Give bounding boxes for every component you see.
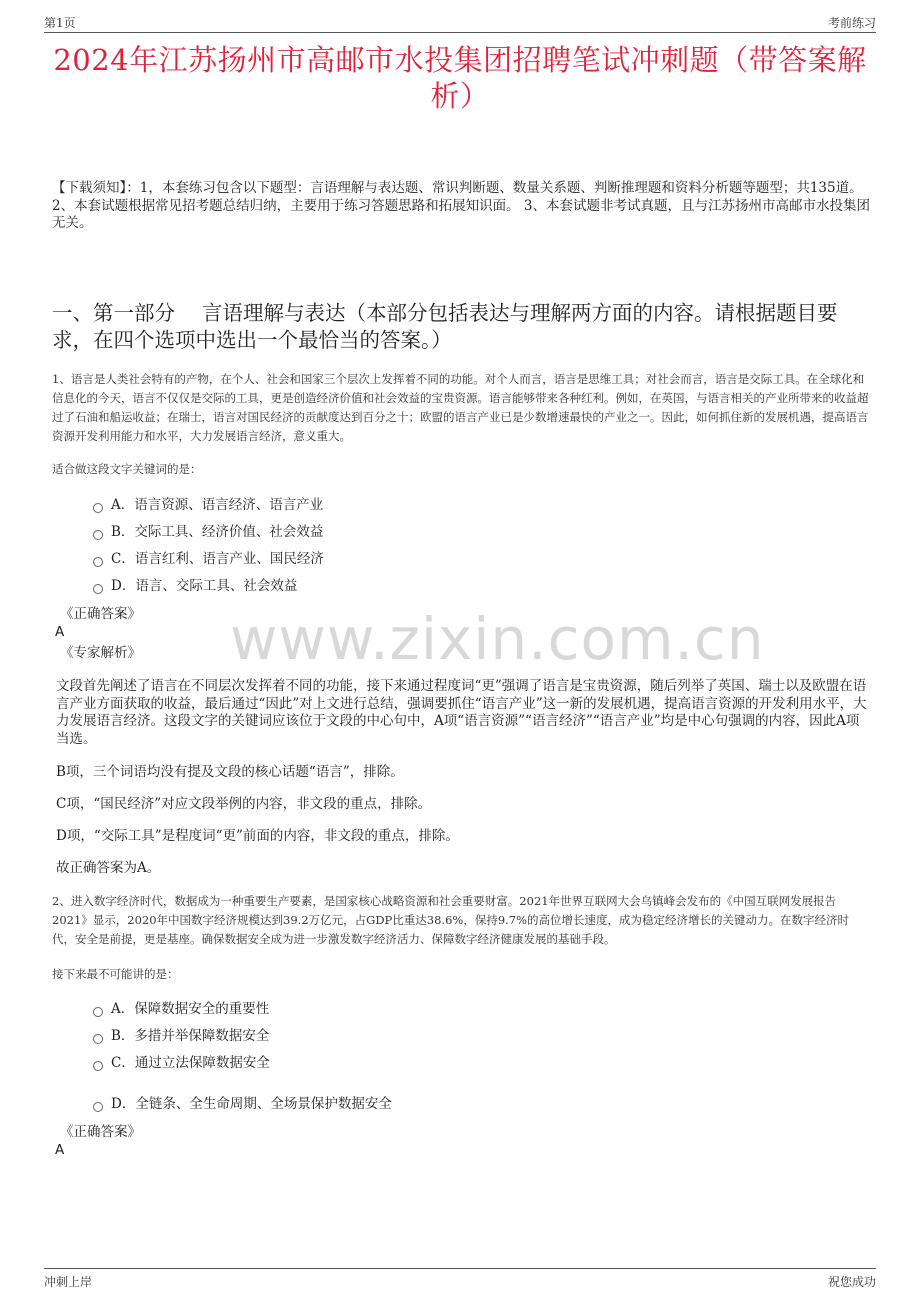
- question-1-analysis-paragraph: 文段首先阐述了语言在不同层次发挥着不同的功能，接下来通过程度词“更”强调了语言是宝贵资源，随后列举了英国、瑞士以及欧盟在语言产业方面获取的收益，最后通过“因此”对上文进行总结，强调要抓住“语言产业”这一新的发展机遇，提高语言资源的开发利用水平，大力发展语言经济。这段文字的关键词应该位于文段的中心句中，A项“语言资源”“语言经济”“语言产业”均是中心句强调的内容，因此A项当选。: [56, 678, 867, 747]
- question-1-conclusion: 故正确答案为A。: [56, 860, 161, 876]
- page-number: 第1页: [44, 16, 76, 30]
- radio-icon[interactable]: [93, 1102, 103, 1112]
- document-title: 2024年江苏扬州市高邮市水投集团招聘笔试冲刺题（带答案解析）: [53, 43, 867, 113]
- question-2-answer: A: [55, 1142, 65, 1158]
- question-1-option-d[interactable]: D．语言、交际工具、社会效益: [93, 576, 297, 596]
- question-1-text: 1、语言是人类社会特有的产物，在个人、社会和国家三个层次上发挥着不同的功能。对个人而言，语言是思维工具；对社会而言，语言是交际工具。在全球化和信息化的今天，语言不仅仅是交际的工具，更是创造经济价值和社会效益的宝贵资源。语言能够带来各种红利。例如，在英国，与语言相关的产业所带来的收益超过了石油和船运收益；在瑞士，语言对国民经济的贡献度达到百分之十；欧盟的语言产业已是少数增速最快的产业之一。因此，如何抓住新的发展机遇，提高语言资源开发利用能力和水平，大力发展语言经济，意义重大。: [52, 372, 869, 443]
- question-1-analysis-d: D项，“交际工具”是程度词“更”前面的内容，非文段的重点，排除。: [56, 828, 459, 844]
- question-1-analysis-label: 《专家解析》: [60, 645, 141, 661]
- question-1-answer-label: 《正确答案》: [60, 606, 141, 622]
- question-1-option-c[interactable]: C．语言红利、语言产业、国民经济: [93, 549, 324, 569]
- radio-icon[interactable]: [93, 1061, 103, 1071]
- question-1-option-b[interactable]: B．交际工具、经济价值、社会效益: [93, 522, 323, 542]
- question-2-option-a[interactable]: A．保障数据安全的重要性: [93, 999, 269, 1019]
- question-2-option-b[interactable]: B．多措并举保障数据安全: [93, 1026, 269, 1046]
- footer-right-text: 祝您成功: [827, 1275, 876, 1289]
- radio-icon[interactable]: [93, 557, 103, 567]
- question-2-option-d[interactable]: D．全链条、全生命周期、全场景保护数据安全: [93, 1094, 392, 1114]
- radio-icon[interactable]: [93, 503, 103, 513]
- question-2-prompt: 接下来最不可能讲的是：: [52, 967, 179, 981]
- watermark: www.zixin.com.cn: [230, 605, 765, 673]
- question-1-option-a[interactable]: A．语言资源、语言经济、语言产业: [93, 495, 323, 515]
- question-2-option-c[interactable]: C．通过立法保障数据安全: [93, 1053, 270, 1073]
- question-1-answer: A: [55, 624, 65, 640]
- radio-icon[interactable]: [93, 584, 103, 594]
- footer-left-text: 冲刺上岸: [44, 1275, 93, 1289]
- radio-icon[interactable]: [93, 1007, 103, 1017]
- download-notice: 【下载须知】：1，本套练习包含以下题型：言语理解与表达题、常识判断题、数量关系题、判断推理题和资料分析题等题型；共135道。 2、本套试题根据常见招考题总结归纳，主要用于练习答题思路和拓展知识面。 3、本套试题非考试真题，且与江苏扬州市高邮市水投集团无关。: [52, 180, 870, 231]
- page-footer: [44, 1268, 876, 1299]
- header-label: 考前练习: [827, 16, 876, 30]
- question-2-answer-label: 《正确答案》: [60, 1124, 141, 1140]
- question-1-analysis-b: B项，三个词语均没有提及文段的核心话题“语言”，排除。: [56, 764, 404, 780]
- radio-icon[interactable]: [93, 1034, 103, 1044]
- radio-icon[interactable]: [93, 530, 103, 540]
- question-2-text: 2、进入数字经济时代，数据成为一种重要生产要素，是国家核心战略资源和社会重要财富。2021年世界互联网大会乌镇峰会发布的《中国互联网发展报告2021》显示，2020年中国数字经济规模达到39.2万亿元，占GDP比重达38.6%，保持9.7%的高位增长速度，成为稳定经济增长的关键动力。在数字经济时代，安全是前提，更是基座。确保数据安全成为进一步激发数字经济活力、保障数字经济健康发展的基础手段。: [52, 894, 850, 946]
- question-1-analysis-c: C项，“国民经济”对应文段举例的内容，非文段的重点，排除。: [56, 796, 432, 812]
- page-header: [44, 10, 876, 33]
- question-1-prompt: 适合做这段文字关键词的是：: [52, 462, 202, 476]
- section-heading: 一、第一部分 言语理解与表达（本部分包括表达与理解两方面的内容。请根据题目要求，在四个选项中选出一个最恰当的答案。）: [52, 301, 838, 352]
